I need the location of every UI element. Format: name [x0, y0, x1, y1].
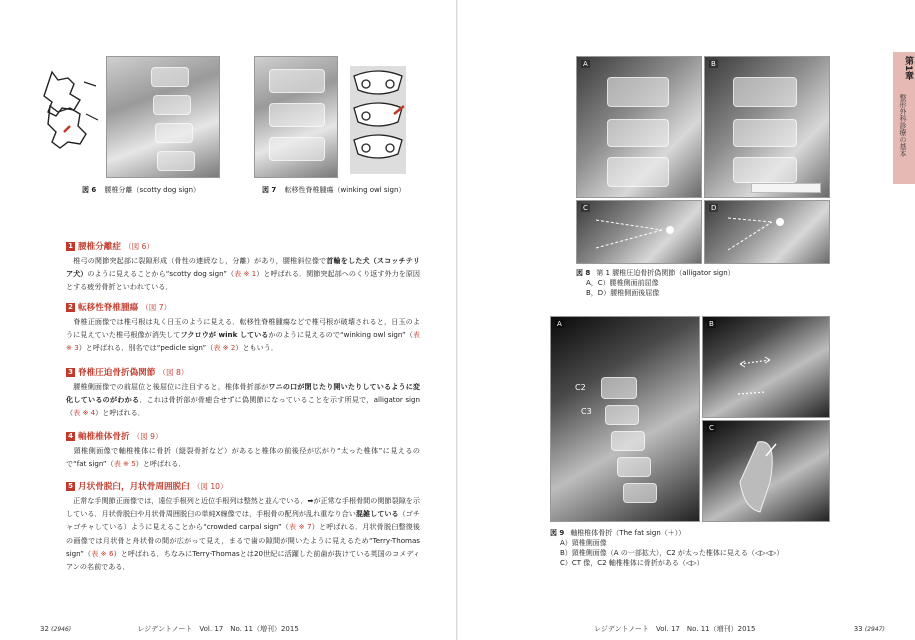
body-text: ）と呼ばれる．月状骨脱臼整復後の画像では月状骨と舟状骨の間が広がって見え，まるで歯の隙間が開いたように見えるため“Terry-Thomas sign”（ — [66, 522, 421, 558]
alligator-lines-d — [704, 200, 828, 262]
winking-owl-diagram — [342, 66, 414, 174]
fat-sign-arrows-b — [702, 316, 828, 416]
body-text: 腰椎側面像での前屈位と後屈位に注目すると，椎体骨折部が — [73, 382, 269, 391]
ct-arrow-c — [702, 420, 828, 520]
fig7-caption — [262, 185, 405, 195]
section-title: 転移性脊椎腫瘍 — [78, 303, 139, 313]
table-ref: 表 ※ 1 — [234, 269, 257, 279]
vertebra — [601, 377, 637, 399]
section-number: 1 — [66, 242, 75, 251]
body-text: くり返す外力を原因とする疲労骨折といわれている． — [66, 269, 421, 292]
section-number: 2 — [66, 303, 75, 312]
section-body — [66, 444, 420, 470]
vertebra — [623, 483, 657, 503]
right-folio — [594, 624, 885, 634]
fig6-xray — [106, 56, 220, 178]
section-title: 脊椎圧迫骨折偽関節 — [78, 368, 156, 378]
panel-label: B — [709, 320, 714, 328]
emphasis-text: コッチテリア犬） — [66, 256, 421, 279]
page-number-paren: (2947) — [864, 626, 885, 633]
vertebra — [733, 77, 797, 107]
fig8-caption — [576, 268, 735, 298]
fig9-number: 図 9 — [550, 529, 565, 537]
emphasis-text: 混雑している — [355, 509, 399, 519]
vertebra — [733, 157, 797, 183]
body-text: ）と呼ばれる．ちなみにTerry-Thomasとは20世紀に活躍した前歯が抜けている英国のコメディアンの名前である． — [66, 548, 421, 572]
body-text: ）と呼ばれる． — [95, 408, 145, 418]
fig8-line-2: B，D）腰椎側面後屈像 — [586, 289, 660, 297]
body-text: 椎弓の関節突起部に裂隙形成（骨性の連続なし，分離）があり，腰椎斜位像で — [73, 256, 327, 265]
vertebra — [153, 95, 191, 115]
section-heading — [66, 480, 420, 492]
body-text: 頸椎側面像で軸椎椎体に骨折（縦裂骨折など）があると椎体の前後径が広がり“太った椎体”に見えるので“fat sign”（ — [66, 446, 420, 469]
fig8-panel-b — [704, 56, 830, 198]
section-lunate-dislocation — [66, 480, 420, 573]
left-folio — [40, 624, 299, 634]
fig8-number: 図 8 — [576, 269, 591, 277]
section-body — [66, 494, 420, 573]
fig9-line-2: B）頸椎側面像（A の一部拡大），C2 が太った椎体に見える（◁▷◁▷） — [560, 549, 784, 557]
fig7-number: 図 7 — [262, 186, 277, 194]
panel-label: D — [711, 204, 717, 212]
vertebra — [733, 119, 797, 147]
fig8-title: 第 1 腰椎圧迫骨折偽関節（alligator sign） — [596, 269, 735, 277]
fig8-panel-a — [576, 56, 702, 198]
section-pseudarthrosis — [66, 366, 420, 420]
table-ref: 表 ※ 5 — [113, 459, 136, 469]
vertebra — [617, 457, 651, 477]
fig9-caption — [550, 528, 783, 568]
panel-label: A — [557, 320, 562, 328]
emphasis-text: フクロウが wink している — [180, 330, 269, 340]
section-heading — [66, 430, 420, 442]
fig7-xray — [254, 56, 338, 178]
vertebra — [155, 123, 193, 143]
emphasis-text: 首輪をした犬（ス — [326, 256, 385, 265]
section-heading — [66, 240, 420, 252]
section-figure-ref: （図 8） — [158, 367, 189, 377]
c2-label: C2 — [575, 383, 586, 392]
surgical-screw — [751, 183, 821, 193]
chapter-tab — [893, 52, 915, 184]
fig9-panel-a — [550, 316, 700, 522]
section-body — [66, 315, 420, 355]
section-spondylolysis — [66, 240, 420, 294]
section-title: 軸椎椎体骨折 — [78, 432, 130, 442]
left-page — [0, 0, 457, 640]
journal-footer: レジデントノート Vol. 17 No. 11（増刊）2015 — [137, 625, 299, 633]
table-ref: 表 ※ 4 — [73, 408, 96, 418]
body-text: （ゴチャゴチャしている）ように見えることから“crowded carpal sign”（ — [66, 509, 421, 532]
page-number: 32 — [40, 625, 49, 633]
journal-footer: レジデントノート Vol. 17 No. 11（増刊）2015 — [594, 625, 756, 633]
body-text: 脊椎正面像では椎弓根は丸く日玉のように見える．転移性脊椎腫瘍などで椎弓根が破壊されると，日玉のように見えていた椎弓根像が消失して — [66, 317, 421, 340]
vertebra — [157, 151, 195, 171]
table-ref: 表 ※ 3 — [66, 330, 420, 353]
section-figure-ref: （図 6） — [123, 241, 155, 251]
body-text: ）と呼ばれる．関節突起部への — [256, 269, 356, 279]
chapter-subtitle: 整形外科診療の基本 — [899, 94, 907, 157]
vertebra — [607, 77, 669, 107]
fig7-title: 転移性脊椎腫瘍（winking owl sign） — [284, 186, 406, 194]
vertebra — [607, 119, 669, 147]
page-number-paren: (2946) — [51, 626, 72, 633]
section-heading — [66, 301, 420, 313]
fig9-line-3: C）CT 像，C2 軸椎椎体に骨折がある（◁▷） — [560, 559, 704, 567]
body-text: ）と呼ばれる．別名では“pedicle sign”（ — [78, 343, 214, 353]
vertebra — [269, 103, 325, 127]
body-text: ）と呼ばれる． — [135, 459, 186, 469]
emphasis-text: ワニの口が閉じたり開いたりしているように変化しているのがわかる — [66, 382, 421, 405]
vertebra — [269, 69, 325, 93]
section-number: 3 — [66, 368, 75, 377]
panel-label: C — [583, 204, 588, 212]
scotty-dog-diagram — [44, 62, 104, 162]
c3-label: C3 — [581, 407, 592, 416]
vertebra — [605, 405, 639, 425]
body-text: 正常な手関節正面像では，遠位手根列と近位手根列は整然と並んでいる．➡が正常な手根骨間の関節裂隙を示している．月状骨脱臼や月状骨周囲脱臼の単純X線像では，手根骨の配列が乱れ重なり合い — [66, 496, 420, 519]
chapter-label: 第1章 — [903, 56, 913, 81]
right-page — [458, 0, 915, 640]
section-number: 4 — [66, 432, 75, 441]
body-text: のように見えることから“scotty dog sign”（ — [87, 269, 235, 279]
table-ref: 表 ※ 2 — [213, 343, 236, 353]
section-body — [66, 254, 420, 294]
section-number: 5 — [66, 482, 75, 491]
fig6-caption — [82, 185, 200, 195]
section-figure-ref: （図 7） — [141, 302, 172, 312]
page-number: 33 — [853, 625, 863, 633]
section-axis-fracture — [66, 430, 420, 470]
alligator-lines-c — [576, 200, 700, 262]
section-title: 腰椎分離症 — [78, 242, 121, 252]
section-heading — [66, 366, 420, 378]
fig9-line-1: A）頸椎側面像 — [560, 539, 607, 547]
fig8-line-1: A，C）腰椎側面前屈像 — [586, 279, 659, 287]
panel-label: A — [583, 60, 588, 68]
section-figure-ref: （図 10） — [192, 481, 228, 491]
body-text: かのように見えるので“winking owl sign”（ — [268, 330, 413, 340]
table-ref: 表 ※ 7 — [289, 522, 312, 532]
body-text: ）ともいう． — [235, 343, 278, 353]
fig9-title: 軸椎椎体骨折（The fat sign（＋）） — [570, 529, 686, 537]
vertebra — [611, 431, 645, 451]
fig6-title: 腰椎分離（scotty dog sign） — [104, 186, 201, 194]
vertebra — [607, 157, 669, 187]
section-metastatic-tumor — [66, 301, 420, 355]
section-title: 月状骨脱臼，月状骨周囲脱臼 — [78, 482, 190, 492]
section-body — [66, 380, 420, 420]
table-ref: 表 ※ 6 — [91, 548, 114, 558]
vertebra — [269, 137, 325, 161]
body-text: ．これは骨折部が骨癒合せずに偽関節になっていることを示す所見で，alligator sign（ — [66, 395, 420, 418]
fig6-number: 図 6 — [82, 186, 97, 194]
panel-label: C — [709, 424, 714, 432]
panel-label: B — [711, 60, 716, 68]
section-figure-ref: （図 9） — [132, 431, 163, 441]
vertebra — [151, 67, 189, 87]
